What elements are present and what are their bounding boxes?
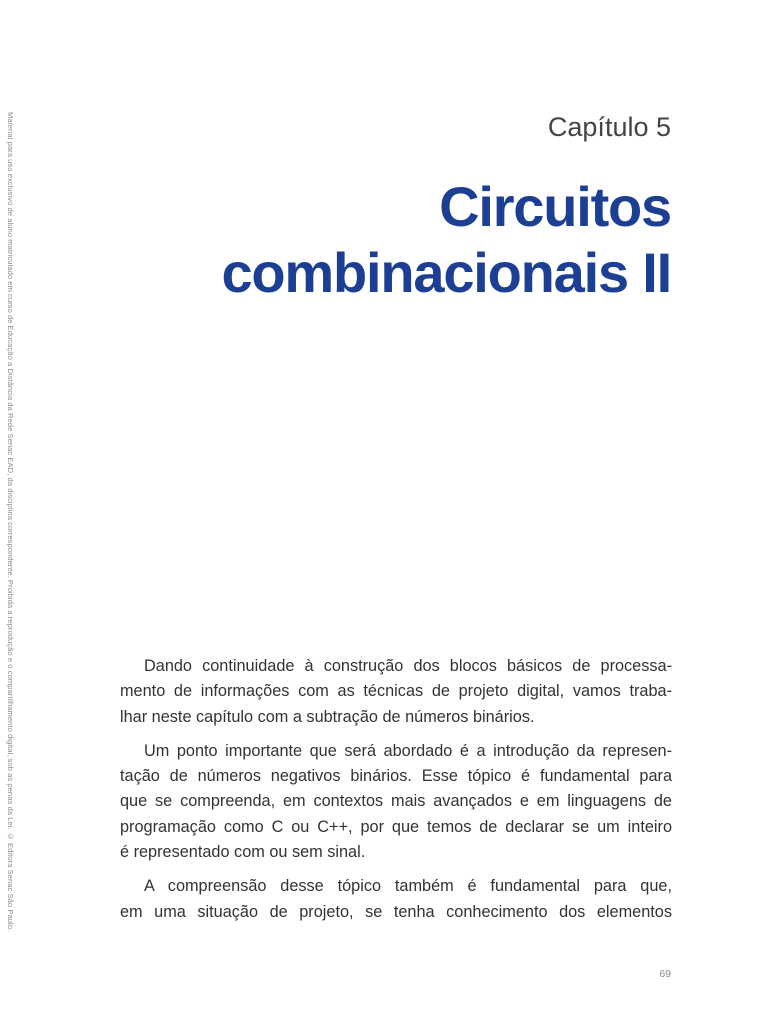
- paragraph: [120, 739, 672, 865]
- text-line: que se compreenda, em contextos mais avançados e em linguagens de: [120, 792, 672, 811]
- chapter-label: Capítulo 5: [547, 112, 671, 142]
- text-line: lhar neste capítulo com a subtração de números binários.: [120, 707, 535, 726]
- text-line: tação de números negativos binários. Esse tópico é fundamental para: [120, 767, 672, 786]
- text-line: é representado com ou sem sinal.: [120, 843, 366, 862]
- chapter-title: [151, 174, 671, 306]
- chapter-title-line: combinacionais II: [221, 241, 671, 304]
- body-text: [120, 654, 672, 934]
- text-line: mento de informações com as técnicas de projeto digital, vamos traba-: [120, 682, 672, 701]
- text-line: A compreensão desse tópico também é fundamental para que,: [144, 877, 672, 896]
- text-line: Dando continuidade à construção dos blocos básicos de processa-: [144, 657, 672, 675]
- chapter-title-line: Circuitos: [439, 175, 671, 238]
- paragraph: [120, 654, 672, 730]
- copyright-side-note: Material para uso exclusivo de aluno matriculado em curso de Educação a Distância da Rede Senac EAD, da disciplina correspondente. Proibida a reprodução e o compartilhamento digital, sob as penas da Lei. © Editora Senac São Paulo.: [6, 112, 15, 932]
- text-line: em uma situação de projeto, se tenha conhecimento dos elementos: [120, 902, 672, 921]
- paragraph: [120, 874, 672, 925]
- text-line: Um ponto importante que será abordado é a introdução da represen-: [144, 741, 672, 760]
- page-number: 69: [659, 968, 671, 980]
- text-line: programação como C ou C++, por que temos de declarar se um inteiro: [120, 817, 672, 836]
